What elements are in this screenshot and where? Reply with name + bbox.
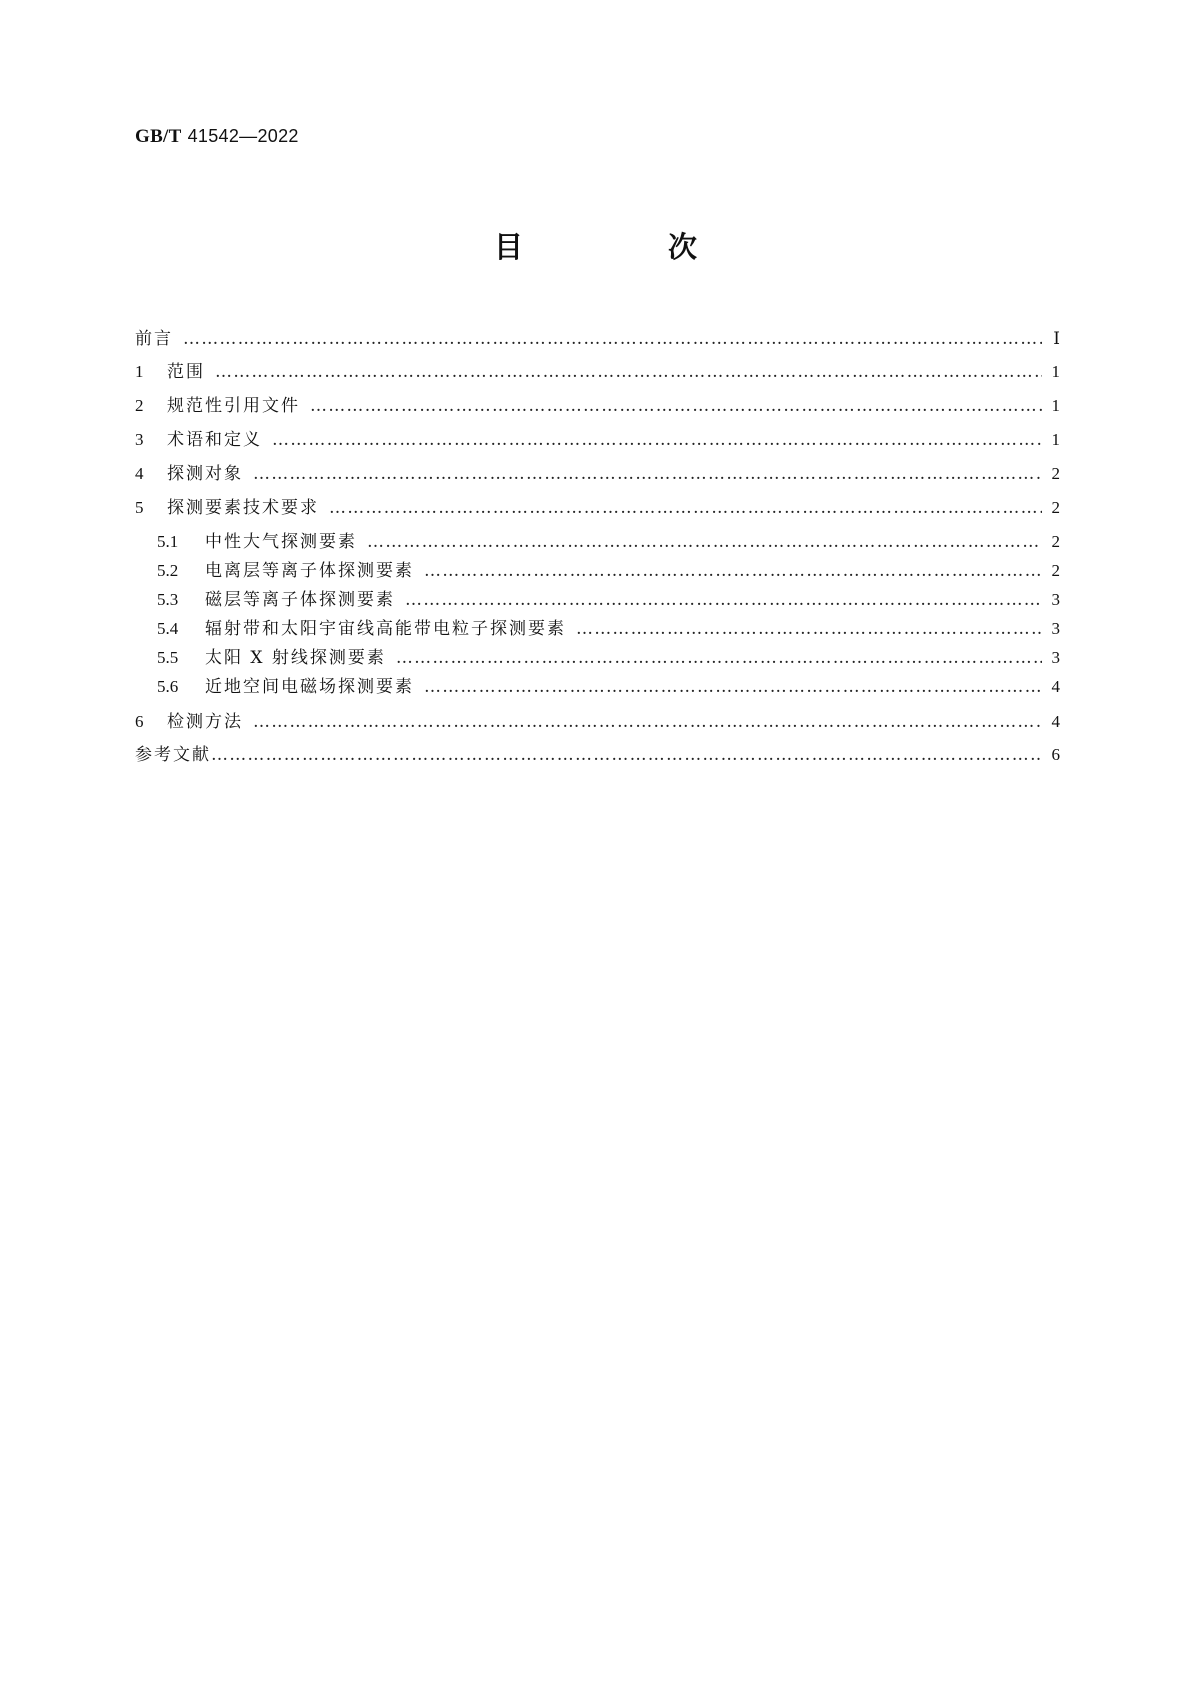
- toc-entry-2[interactable]: [135, 394, 1060, 418]
- toc-entry-bibliography[interactable]: [135, 743, 1060, 767]
- standard-code: GB/T: [135, 126, 182, 147]
- toc-entry-number: 4: [135, 464, 144, 483]
- toc-entry-page: Ⅰ: [1053, 329, 1060, 348]
- toc-entry-page: 2: [1051, 532, 1060, 551]
- dot-leader: [424, 675, 1042, 699]
- toc-entry-5-5[interactable]: [157, 646, 1060, 670]
- toc-entry-5-2[interactable]: [157, 559, 1060, 583]
- toc-entry-page: 2: [1051, 498, 1060, 517]
- toc-entry-label: 太阳 X 射线探测要素: [205, 648, 386, 668]
- dot-leader: [211, 743, 1042, 767]
- toc-entry-1[interactable]: [135, 360, 1060, 384]
- toc-entry-page: 1: [1051, 396, 1060, 415]
- toc-entry-label: 检测方法: [167, 712, 243, 732]
- standard-number: [135, 126, 299, 148]
- toc-entry-number: 3: [135, 430, 144, 449]
- toc-entry-label: 探测对象: [167, 464, 243, 484]
- toc-entry-number: 5.1: [157, 532, 179, 551]
- toc-entry-label: 规范性引用文件: [167, 396, 300, 416]
- dot-leader: [310, 394, 1042, 418]
- toc-entry-page: 3: [1051, 648, 1060, 667]
- toc-entry-5[interactable]: [135, 496, 1060, 520]
- toc-entry-number: 5.6: [157, 677, 179, 696]
- toc-entry-label: 前言: [135, 329, 173, 349]
- toc-entry-foreword[interactable]: [135, 327, 1060, 351]
- toc-entry-number: 5.5: [157, 648, 179, 667]
- toc-entry-page: 4: [1051, 677, 1060, 696]
- toc-entry-label: 参考文献: [135, 745, 211, 765]
- toc-entry-page: 1: [1051, 430, 1060, 449]
- toc-entry-5-3[interactable]: [157, 588, 1060, 612]
- dot-leader: [576, 617, 1042, 641]
- toc-entry-page: 2: [1051, 561, 1060, 580]
- toc-entry-page: 4: [1051, 712, 1060, 731]
- toc-entry-label: 术语和定义: [167, 430, 262, 450]
- toc-entry-page: 6: [1051, 745, 1060, 764]
- toc-entry-label: 近地空间电磁场探测要素: [205, 677, 414, 697]
- dot-leader: [405, 588, 1042, 612]
- toc-entry-number: 5.3: [157, 590, 179, 609]
- toc-entry-number: 5.2: [157, 561, 179, 580]
- toc-title: 目 次: [493, 230, 755, 264]
- toc-entry-label: 探测要素技术要求: [167, 498, 319, 518]
- dot-leader: [424, 559, 1042, 583]
- toc-entry-3[interactable]: [135, 428, 1060, 452]
- toc-entry-page: 3: [1051, 619, 1060, 638]
- toc-entry-page: 3: [1051, 590, 1060, 609]
- toc-entry-label: 磁层等离子体探测要素: [205, 590, 395, 610]
- dot-leader: [253, 462, 1042, 486]
- toc-entry-5-4[interactable]: [157, 617, 1060, 641]
- toc-entry-number: 2: [135, 396, 144, 415]
- toc-entry-6[interactable]: [135, 710, 1060, 734]
- toc-entry-4[interactable]: [135, 462, 1060, 486]
- dot-leader: [253, 710, 1042, 734]
- dot-leader: [272, 428, 1042, 452]
- dot-leader: [215, 360, 1042, 384]
- toc-entry-number: 5: [135, 498, 144, 517]
- toc-entry-page: 2: [1051, 464, 1060, 483]
- dot-leader: [183, 327, 1042, 351]
- toc-entry-page: 1: [1051, 362, 1060, 381]
- toc-entry-label: 范围: [167, 362, 205, 382]
- toc-entry-label: 电离层等离子体探测要素: [205, 561, 414, 581]
- standard-year-number: 41542—2022: [187, 126, 299, 146]
- toc-entry-label: 辐射带和太阳宇宙线高能带电粒子探测要素: [205, 619, 566, 639]
- toc-entry-5-1[interactable]: [157, 530, 1060, 554]
- toc-entry-label: 中性大气探测要素: [205, 532, 357, 552]
- dot-leader: [367, 530, 1042, 554]
- toc-entry-number: 1: [135, 362, 144, 381]
- dot-leader: [329, 496, 1042, 520]
- dot-leader: [396, 646, 1042, 670]
- toc-entry-number: 6: [135, 712, 144, 731]
- toc-entry-5-6[interactable]: [157, 675, 1060, 699]
- toc-entry-number: 5.4: [157, 619, 179, 638]
